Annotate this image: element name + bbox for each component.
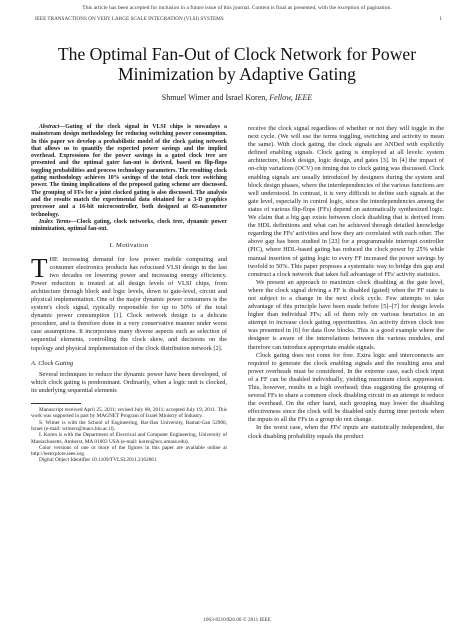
- author-line: [40, 93, 434, 102]
- page-number: 1: [439, 16, 442, 22]
- section-heading: I. Motivation: [109, 242, 149, 250]
- abstract: [31, 124, 227, 219]
- footnote-koren: I. Koren is with the Department of Electrical and Computer Engineering, University of Massachusetts, Amherst, MA 01003 USA (e-mail: koren@ecs.umass.edu).: [31, 432, 227, 445]
- footnote-color: Color versions of one or more of the figures in this paper are available online at http://ieeexplore.ieee.org.: [31, 444, 227, 458]
- intro-paragraph: [31, 252, 227, 353]
- right-paragraph-2: We present an approach to maximize clock disabling at the gate level, where the clock signal driving a FF is disabled (gated) when the FF state is not subject to a change in the next clock cycle. Few attempts to take advantage of this principle have been made before [5]–[7] for design levels higher than individual FFs; all of them rely on various heuristics in an attempt to increase clock gating opportunities. An activity driven clock tree was presented in [6] for data flow blocks. This is a good example where the designer is aware of the interrelations between the various modules, and therefore can introduce appropriate enable signals.: [248, 278, 444, 351]
- right-paragraph-4: In the worst case, when the FFs' inputs are statistically independent, the clock disabling probability equals the product: [248, 424, 444, 440]
- right-paragraph-1: receive the clock signal regardless of whether or not they will toggle in the next cycle. (We will use the terms toggling, switching and activity to mean the same). With clock gating, the clock signals are ANDed with explicitly defined enabling signals. Clock gating is employed at all levels: system architecture, block design, logic design, and gates [3]. In [4] the impact of on-chip variations (OCV) on timing due to clock gating was discussed. Clock enabling signals are usually introduced by designers during the system and block design phases, where the interdependencies of the various functions are well understood. In contrast, it is very difficult to define such signals at the gate level, especially in control logic, since the interdependencies among the states of various flip-flops (FFs) depend on automatically synthesized logic. We claim that a big gap exists between clock disabling that is derived from the HDL definitions and what can be achieved through detailed knowledge regarding the FFs' activities and how they are correlated with each other. The above gap has been studied in [23] for a programmable interrupt controller (PIC), where HDL-based gating has reduced the clock power by 25% while manual insertion of gating logic to every FF increased the power savings by twofold to 50%. This paper proposes a systematic way to bridge this gap and construct a clock network that takes full advantage of FFs' activity statistics.: [248, 125, 444, 278]
- footnote-received: Manuscript received April 25, 2011; revised July 08, 2011; accepted July 19, 2011. This work was supported in part by MAGNET Program of Israel Ministry of Industry.: [31, 407, 227, 420]
- right-column: [248, 125, 444, 441]
- paper-title: The Optimal Fan-Out of Clock Network for Power Minimization by Adaptive Gating: [57, 44, 417, 84]
- running-head: [35, 16, 442, 22]
- index-terms-lead: Index Terms: [39, 218, 71, 225]
- journal-name: IEEE TRANSACTIONS ON VERY LARGE SCALE INTEGRATION (VLSI) SYSTEMS: [35, 16, 224, 22]
- copyright-line: 1063-8210/$26.00 © 2011 IEEE: [203, 617, 271, 623]
- footnote-doi: Digital Object Identifier 10.1109/TVLSI.2011.2162861: [39, 457, 157, 464]
- footnote-rule: [31, 403, 81, 404]
- author-honor: Fellow, IEEE: [269, 93, 313, 102]
- right-paragraph-3: Clock gating does not come for free. Extra logic and interconnects are required to generate the clock enabling signals and the resulting area and power overheads must be considered. In the extreme case, each clock input of a FF can be disabled individually, yielding maximum clock suppression. This, however, results in a high overhead; thus suggesting the grouping of several FFs to share a common clock disabling circuit in an attempt to reduce the overhead. On the other hand, such grouping may lower the disabling effectiveness since the clock will be disabled only during time periods when the inputs to all the FFs in a group do not change.: [248, 351, 444, 424]
- footnote-wimer: S. Wimer is with the School of Engineering, Bar-Ilan University, Ramat-Gan 52900, Israel (e-mail: wimers@macs.biu.ac.il).: [31, 419, 227, 432]
- abstract-text: —Gating of the clock signal in VLSI chips is nowadays a mainstream design methodology for reducing switching power consumption. In this paper we develop a probabilistic model of the clock gating network that allows us to quantify the expected power savings and the implied overhead. Expressions for the power savings in a gated clock tree are presented and the optimal gater fan-out is derived, based on flip-flops toggling probabilities and process technology parameters. The resulting clock gating methodology achieves 10% savings of the total clock tree switching power. The timing implications of the proposed gating scheme are discussed. The grouping of FFs for a joint clocked gating is also discussed. The analysis and the results match the experimental data obtained for a 3-D graphics processor and a 16-bit microcontroller, both designed at 65-nanometer technology.: [31, 124, 227, 218]
- index-terms-text: —Clock gating, clock networks, clock tree, dynamic power minimization, optimal fan-out.: [31, 218, 227, 233]
- index-terms: [31, 219, 227, 234]
- acceptance-notice: This article has been accepted for inclusion in a future issue of this journal. Content is final as presented, with the exception of pagination.: [82, 5, 392, 11]
- left-column: [31, 124, 227, 464]
- clock-gating-paragraph: Several techniques to reduce the dynamic power have been developed, of which clock gating is predominant. Ordinarily, when a logic unit is clocked, its underlying sequential elements: [31, 370, 227, 394]
- author-names: Shmuel Wimer and Israel Koren,: [161, 93, 268, 102]
- subsection-heading: A. Clock Gating: [31, 359, 74, 367]
- drop-cap: T: [31, 252, 48, 283]
- intro-text: HE increasing demand for low power mobile computing and consumer electronics products has refocused VLSI design in the last two decades on lowering power and increasing energy efficiency. Power reduction is treated at all design levels of VLSI chips, from architecture through block and logic levels, down to gate-level, circuit and physical implementation. One of the major dynamic power consumers is the system's clock signal, typically responsible for up to 50% of the total dynamic power consumption [1]. Clock network design is a delicate procedure, and is therefore done in a very conservative manner under worst case assumptions. It incorporates many diverse aspects such as selection of sequential elements, controlling the clock skew, and decisions on the topology and physical implementation of the clock distribution network [2].: [31, 255, 227, 352]
- abstract-lead: Abstract: [39, 124, 60, 130]
